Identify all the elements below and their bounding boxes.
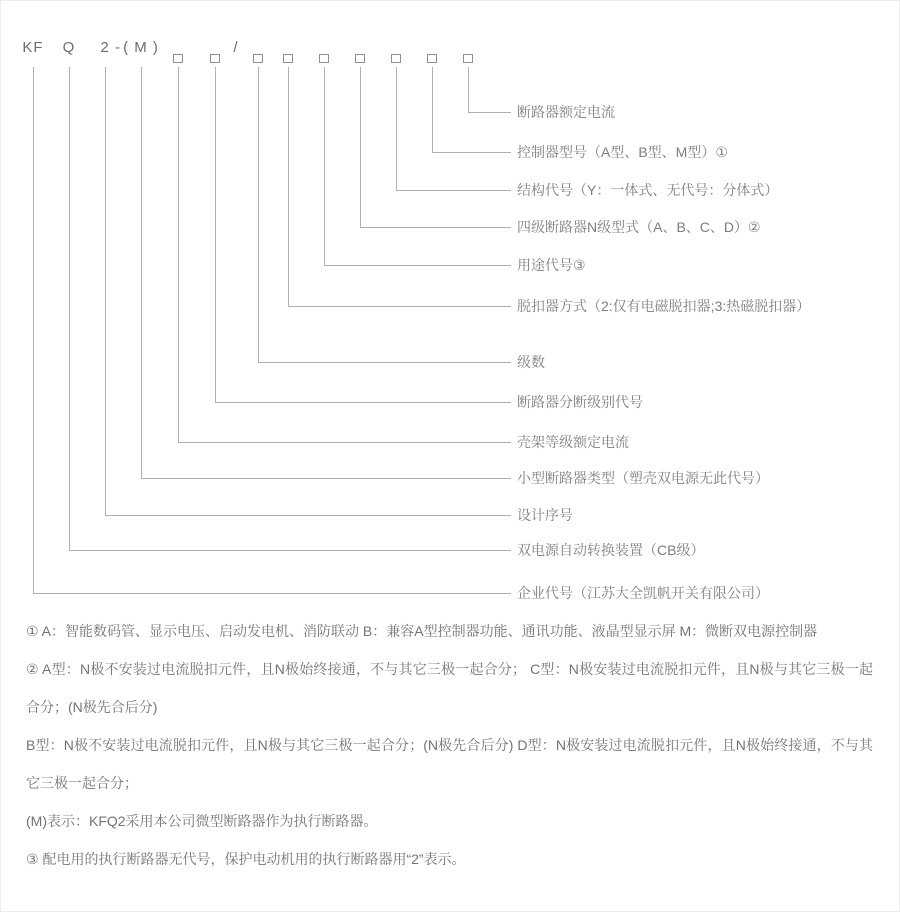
designation-label: 断路器额定电流 [517, 104, 615, 120]
connector-line-vertical [215, 67, 216, 402]
connector-line-horizontal [258, 362, 511, 363]
connector-line-vertical [141, 67, 142, 478]
connector-line-vertical [178, 67, 179, 442]
connector-line-horizontal [468, 112, 511, 113]
code-placeholder-square [355, 54, 365, 63]
code-separator: / [233, 39, 239, 56]
code-placeholder-square [173, 54, 183, 63]
connector-line-vertical [258, 67, 259, 362]
code-segment: KF [22, 39, 44, 56]
connector-line-vertical [432, 67, 433, 152]
designation-label: 小型断路器类型（塑壳双电源无此代号） [517, 470, 769, 486]
footnote: ① A：智能数码管、显示电压、启动发电机、消防联动 B：兼容A型控制器功能、通讯功能、液晶型显示屏 M：微断双电源控制器 [26, 623, 818, 639]
designation-label: 控制器型号（A型、B型、M型）① [517, 144, 728, 160]
connector-line-vertical [324, 67, 325, 265]
connector-line-horizontal [141, 478, 511, 479]
connector-line-vertical [105, 67, 106, 515]
code-placeholder-square [283, 54, 293, 63]
designation-label: 壳架等级额定电流 [517, 434, 629, 450]
designation-label: 用途代号③ [517, 257, 586, 273]
connector-line-horizontal [105, 515, 511, 516]
designation-label: 企业代号（江苏大全凯帆开关有限公司） [517, 585, 769, 601]
connector-line-horizontal [360, 227, 511, 228]
code-placeholder-square [391, 54, 401, 63]
designation-label: 结构代号（Y：一体式、无代号：分体式） [517, 182, 779, 198]
connector-line-horizontal [396, 190, 511, 191]
footnote: ② A型：N极不安装过电流脱扣元件，且N极始终接通，不与其它三极一起合分； C型：N极安装过电流脱扣元件，且N极与其它三极一起合分；(N极先合后分) [26, 661, 873, 715]
footnote: B型：N极不安装过电流脱扣元件，且N极与其它三极一起合分；(N极先合后分) D型：N极安装过电流脱扣元件，且N极始终接通，不与其它三极一起合分； [26, 737, 873, 791]
connector-line-vertical [360, 67, 361, 227]
code-separator: - [115, 39, 121, 56]
code-segment: Q [62, 39, 76, 56]
connector-line-horizontal [33, 593, 511, 594]
connector-line-horizontal [324, 265, 511, 266]
code-segment: 2 [100, 39, 110, 56]
connector-line-horizontal [288, 306, 511, 307]
designation-label: 级数 [517, 354, 545, 370]
designation-label: 设计序号 [517, 507, 573, 523]
connector-line-horizontal [215, 402, 511, 403]
code-placeholder-square [253, 54, 263, 63]
footnote: (M)表示：KFQ2采用本公司微型断路器作为执行断路器。 [26, 813, 378, 829]
connector-line-vertical [33, 67, 34, 593]
code-placeholder-square [427, 54, 437, 63]
connector-line-vertical [288, 67, 289, 306]
designation-label: 断路器分断级别代号 [517, 394, 643, 410]
connector-line-vertical [396, 67, 397, 190]
code-placeholder-square [319, 54, 329, 63]
code-placeholder-square [210, 54, 220, 63]
footnote: ③ 配电用的执行断路器无代号，保护电动机用的执行断路器用“2”表示。 [26, 851, 466, 867]
designation-label: 脱扣器方式（2:仅有电磁脱扣器;3:热磁脱扣器） [517, 298, 811, 314]
code-segment: ( M ) [123, 39, 159, 56]
connector-line-horizontal [69, 550, 511, 551]
designation-label: 四级断路器N级型式（A、B、C、D）② [517, 219, 761, 235]
connector-line-vertical [69, 67, 70, 550]
connector-line-horizontal [178, 442, 511, 443]
connector-line-horizontal [432, 152, 511, 153]
connector-line-vertical [468, 67, 469, 112]
footnotes-block [26, 612, 873, 878]
designation-label: 双电源自动转换装置（CB级） [517, 542, 705, 558]
code-placeholder-square [463, 54, 473, 63]
